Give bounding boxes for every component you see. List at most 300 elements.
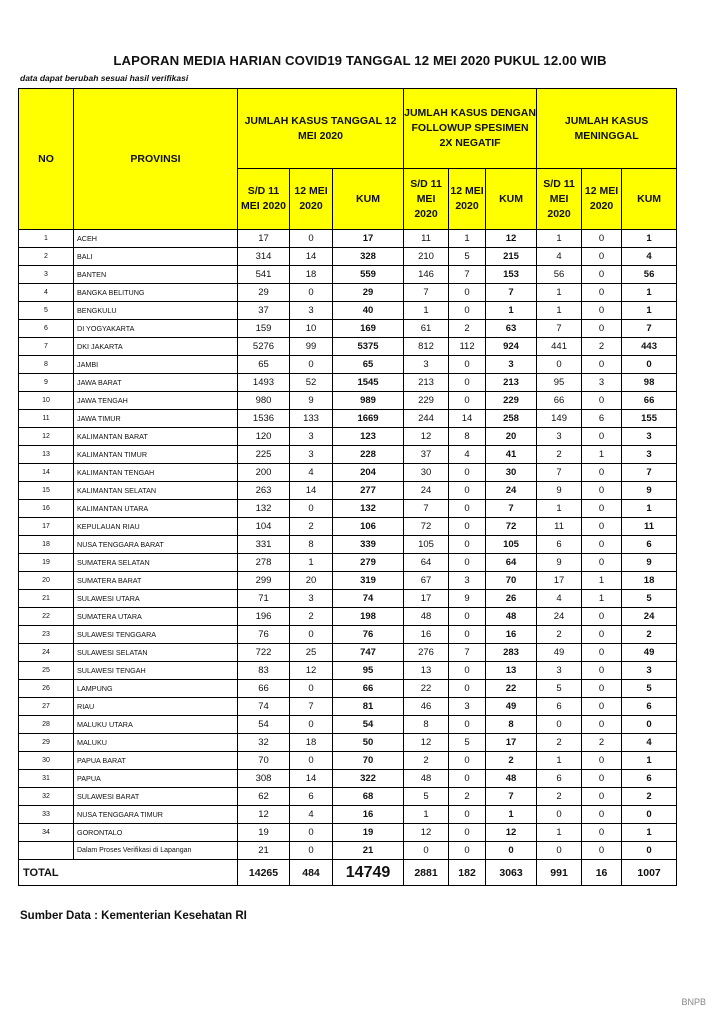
value-cell: 83 [238,662,290,680]
value-cell: 3 [290,428,333,446]
value-cell: 328 [333,248,404,266]
value-cell: 13 [486,662,537,680]
value-cell: 3 [449,572,486,590]
table-row [19,428,677,446]
value-cell: 16 [486,626,537,644]
total-row [19,860,677,886]
header-kasus-meninggal: JUMLAH KASUS MENINGGAL [537,89,677,169]
value-cell: 276 [404,644,449,662]
value-cell: 0 [582,824,622,842]
value-cell: 54 [238,716,290,734]
value-cell: 0 [622,356,677,374]
value-cell: 258 [486,410,537,428]
value-cell: 0 [449,302,486,320]
province-name: BANGKA BELITUNG [74,284,238,302]
province-name: SULAWESI TENGGARA [74,626,238,644]
value-cell: 6 [622,698,677,716]
value-cell: 10 [290,320,333,338]
value-cell: 12 [404,824,449,842]
value-cell: 0 [537,356,582,374]
value-cell: 1545 [333,374,404,392]
table-body [19,230,677,886]
value-cell: 0 [486,842,537,860]
value-cell: 5 [404,788,449,806]
value-cell: 299 [238,572,290,590]
value-cell: 0 [290,842,333,860]
row-number: 11 [19,410,74,428]
total-value: 14749 [333,860,404,886]
province-name: JAMBI [74,356,238,374]
row-number [19,842,74,860]
value-cell: 0 [449,806,486,824]
province-name: BANTEN [74,266,238,284]
value-cell: 541 [238,266,290,284]
value-cell: 1 [449,230,486,248]
value-cell: 322 [333,770,404,788]
value-cell: 443 [622,338,677,356]
value-cell: 0 [537,806,582,824]
value-cell: 989 [333,392,404,410]
header-kasus-harian: JUMLAH KASUS TANGGAL 12 MEI 2020 [238,89,404,169]
total-value: 1007 [622,860,677,886]
watermark: BNPB [681,997,706,1007]
value-cell: 0 [537,716,582,734]
row-number: 15 [19,482,74,500]
value-cell: 132 [238,500,290,518]
value-cell: 25 [290,644,333,662]
value-cell: 6 [537,536,582,554]
value-cell: 0 [449,680,486,698]
value-cell: 277 [333,482,404,500]
subheader-sd: S/D 11 MEI 2020 [537,169,582,230]
value-cell: 7 [486,284,537,302]
value-cell: 12 [238,806,290,824]
value-cell: 1 [622,824,677,842]
value-cell: 22 [486,680,537,698]
value-cell: 29 [333,284,404,302]
value-cell: 1 [537,500,582,518]
value-cell: 7 [404,500,449,518]
row-number: 3 [19,266,74,284]
value-cell: 0 [582,464,622,482]
row-number: 29 [19,734,74,752]
value-cell: 1 [404,302,449,320]
value-cell: 7 [404,284,449,302]
value-cell: 2 [537,446,582,464]
value-cell: 2 [622,788,677,806]
value-cell: 0 [449,374,486,392]
table-row [19,572,677,590]
value-cell: 0 [449,626,486,644]
value-cell: 5 [622,680,677,698]
value-cell: 7 [290,698,333,716]
row-number: 17 [19,518,74,536]
row-number: 1 [19,230,74,248]
value-cell: 66 [333,680,404,698]
value-cell: 2 [537,788,582,806]
value-cell: 0 [449,482,486,500]
value-cell: 132 [333,500,404,518]
value-cell: 7 [486,500,537,518]
value-cell: 26 [486,590,537,608]
value-cell: 24 [486,482,537,500]
value-cell: 0 [622,806,677,824]
province-name: SUMATERA BARAT [74,572,238,590]
row-number: 21 [19,590,74,608]
province-name: NUSA TENGGARA TIMUR [74,806,238,824]
value-cell: 263 [238,482,290,500]
covid-report-table [18,88,677,886]
value-cell: 98 [622,374,677,392]
value-cell: 812 [404,338,449,356]
table-row [19,806,677,824]
value-cell: 5 [449,734,486,752]
value-cell: 229 [486,392,537,410]
value-cell: 65 [333,356,404,374]
value-cell: 4 [290,464,333,482]
value-cell: 49 [622,644,677,662]
value-cell: 229 [404,392,449,410]
row-number: 23 [19,626,74,644]
province-name: NUSA TENGGARA BARAT [74,536,238,554]
subheader-sd: S/D 11 MEI 2020 [404,169,449,230]
value-cell: 3 [290,590,333,608]
value-cell: 0 [582,626,622,644]
value-cell: 1 [290,554,333,572]
value-cell: 48 [486,608,537,626]
value-cell: 22 [404,680,449,698]
value-cell: 62 [238,788,290,806]
value-cell: 24 [404,482,449,500]
value-cell: 12 [486,230,537,248]
value-cell: 0 [582,554,622,572]
table-row [19,770,677,788]
value-cell: 3 [404,356,449,374]
row-number: 27 [19,698,74,716]
value-cell: 0 [582,716,622,734]
value-cell: 4 [622,734,677,752]
value-cell: 133 [290,410,333,428]
value-cell: 46 [404,698,449,716]
value-cell: 0 [290,356,333,374]
value-cell: 24 [622,608,677,626]
province-name: JAWA TENGAH [74,392,238,410]
value-cell: 7 [622,320,677,338]
value-cell: 2 [582,338,622,356]
value-cell: 2 [537,626,582,644]
value-cell: 74 [333,590,404,608]
value-cell: 71 [238,590,290,608]
table-row [19,752,677,770]
report-subtitle: data dapat berubah sesuai hasil verifikasi [20,73,189,83]
value-cell: 146 [404,266,449,284]
province-name: SUMATERA UTARA [74,608,238,626]
value-cell: 283 [486,644,537,662]
value-cell: 213 [404,374,449,392]
province-name: KALIMANTAN UTARA [74,500,238,518]
value-cell: 66 [238,680,290,698]
value-cell: 65 [238,356,290,374]
value-cell: 0 [290,626,333,644]
value-cell: 81 [333,698,404,716]
total-label: TOTAL [19,860,238,886]
value-cell: 37 [238,302,290,320]
value-cell: 9 [449,590,486,608]
value-cell: 2 [622,626,677,644]
row-number: 32 [19,788,74,806]
value-cell: 54 [333,716,404,734]
subheader-12: 12 MEI 2020 [582,169,622,230]
value-cell: 0 [582,518,622,536]
value-cell: 49 [486,698,537,716]
value-cell: 21 [238,842,290,860]
table-row [19,230,677,248]
value-cell: 18 [622,572,677,590]
value-cell: 228 [333,446,404,464]
value-cell: 40 [333,302,404,320]
table-row [19,266,677,284]
value-cell: 76 [238,626,290,644]
value-cell: 0 [290,716,333,734]
value-cell: 41 [486,446,537,464]
value-cell: 16 [404,626,449,644]
table-row [19,338,677,356]
value-cell: 6 [622,770,677,788]
row-number: 6 [19,320,74,338]
value-cell: 9 [290,392,333,410]
value-cell: 1493 [238,374,290,392]
header-kasus-sembuh: JUMLAH KASUS DENGAN FOLLOWUP SPESIMEN 2X NEGATIF [404,89,537,169]
value-cell: 4 [537,248,582,266]
value-cell: 747 [333,644,404,662]
value-cell: 314 [238,248,290,266]
value-cell: 1 [622,284,677,302]
value-cell: 0 [290,680,333,698]
value-cell: 18 [290,734,333,752]
value-cell: 0 [449,752,486,770]
row-number: 12 [19,428,74,446]
value-cell: 279 [333,554,404,572]
total-value: 484 [290,860,333,886]
value-cell: 0 [582,698,622,716]
table-row [19,698,677,716]
value-cell: 20 [486,428,537,446]
total-value: 14265 [238,860,290,886]
value-cell: 3 [582,374,622,392]
row-number: 31 [19,770,74,788]
value-cell: 0 [582,752,622,770]
value-cell: 49 [537,644,582,662]
value-cell: 3 [622,662,677,680]
row-number: 5 [19,302,74,320]
value-cell: 7 [449,644,486,662]
value-cell: 722 [238,644,290,662]
value-cell: 17 [537,572,582,590]
value-cell: 0 [582,788,622,806]
value-cell: 8 [486,716,537,734]
value-cell: 7 [537,320,582,338]
total-value: 182 [449,860,486,886]
value-cell: 0 [290,500,333,518]
value-cell: 244 [404,410,449,428]
province-name: KEPULAUAN RIAU [74,518,238,536]
value-cell: 198 [333,608,404,626]
value-cell: 0 [449,392,486,410]
value-cell: 1 [622,230,677,248]
value-cell: 0 [449,464,486,482]
province-name: MALUKU [74,734,238,752]
value-cell: 72 [486,518,537,536]
value-cell: 106 [333,518,404,536]
value-cell: 0 [449,842,486,860]
value-cell: 0 [582,842,622,860]
row-number: 34 [19,824,74,842]
value-cell: 0 [449,770,486,788]
value-cell: 149 [537,410,582,428]
value-cell: 14 [290,248,333,266]
value-cell: 980 [238,392,290,410]
value-cell: 17 [404,590,449,608]
value-cell: 0 [449,536,486,554]
value-cell: 441 [537,338,582,356]
table-row [19,788,677,806]
table-row [19,734,677,752]
value-cell: 74 [238,698,290,716]
row-number: 2 [19,248,74,266]
value-cell: 7 [449,266,486,284]
value-cell: 0 [449,824,486,842]
value-cell: 1 [582,446,622,464]
value-cell: 5 [622,590,677,608]
province-name: SULAWESI TENGAH [74,662,238,680]
table-row [19,716,677,734]
value-cell: 32 [238,734,290,752]
table-row [19,374,677,392]
province-name: KALIMANTAN TENGAH [74,464,238,482]
value-cell: 5 [449,248,486,266]
value-cell: 0 [404,842,449,860]
value-cell: 339 [333,536,404,554]
province-name: JAWA TIMUR [74,410,238,428]
value-cell: 153 [486,266,537,284]
value-cell: 1 [537,752,582,770]
table-row [19,626,677,644]
value-cell: 5276 [238,338,290,356]
province-name: BENGKULU [74,302,238,320]
subheader-kum: KUM [486,169,537,230]
province-name: LAMPUNG [74,680,238,698]
province-name: SUMATERA SELATAN [74,554,238,572]
table-row [19,554,677,572]
value-cell: 70 [333,752,404,770]
table-row [19,824,677,842]
value-cell: 1 [622,752,677,770]
row-number: 30 [19,752,74,770]
value-cell: 210 [404,248,449,266]
value-cell: 8 [404,716,449,734]
value-cell: 9 [622,482,677,500]
value-cell: 3 [622,446,677,464]
value-cell: 200 [238,464,290,482]
value-cell: 14 [449,410,486,428]
value-cell: 66 [622,392,677,410]
table-row [19,608,677,626]
value-cell: 196 [238,608,290,626]
province-name: DI YOGYAKARTA [74,320,238,338]
province-name: MALUKU UTARA [74,716,238,734]
row-number: 26 [19,680,74,698]
value-cell: 2 [582,734,622,752]
value-cell: 123 [333,428,404,446]
value-cell: 105 [486,536,537,554]
value-cell: 95 [333,662,404,680]
province-name: Dalam Proses Verifikasi di Lapangan [74,842,238,860]
value-cell: 99 [290,338,333,356]
value-cell: 559 [333,266,404,284]
value-cell: 0 [290,824,333,842]
value-cell: 8 [290,536,333,554]
table-row [19,284,677,302]
province-name: SULAWESI SELATAN [74,644,238,662]
value-cell: 0 [290,752,333,770]
value-cell: 17 [486,734,537,752]
value-cell: 17 [333,230,404,248]
value-cell: 1536 [238,410,290,428]
subheader-kum: KUM [622,169,677,230]
row-number: 10 [19,392,74,410]
province-name: KALIMANTAN SELATAN [74,482,238,500]
value-cell: 3 [290,446,333,464]
value-cell: 12 [486,824,537,842]
value-cell: 52 [290,374,333,392]
province-name: JAWA BARAT [74,374,238,392]
value-cell: 0 [582,320,622,338]
total-value: 16 [582,860,622,886]
value-cell: 0 [290,230,333,248]
value-cell: 14 [290,482,333,500]
value-cell: 70 [238,752,290,770]
value-cell: 5375 [333,338,404,356]
value-cell: 169 [333,320,404,338]
province-name: GORONTALO [74,824,238,842]
row-number: 14 [19,464,74,482]
table-row [19,446,677,464]
value-cell: 3 [537,662,582,680]
value-cell: 16 [333,806,404,824]
header-provinsi: PROVINSI [74,89,238,230]
row-number: 8 [19,356,74,374]
table-row [19,590,677,608]
report-title: LAPORAN MEDIA HARIAN COVID19 TANGGAL 12 MEI 2020 PUKUL 12.00 WIB [113,53,607,68]
value-cell: 19 [238,824,290,842]
province-name: PAPUA [74,770,238,788]
subheader-12: 12 MEI 2020 [449,169,486,230]
value-cell: 20 [290,572,333,590]
value-cell: 72 [404,518,449,536]
value-cell: 0 [622,842,677,860]
value-cell: 2 [486,752,537,770]
value-cell: 0 [582,248,622,266]
value-cell: 12 [290,662,333,680]
table-row [19,464,677,482]
value-cell: 3 [449,698,486,716]
value-cell: 14 [290,770,333,788]
value-cell: 2 [404,752,449,770]
total-value: 991 [537,860,582,886]
province-name: SULAWESI UTARA [74,590,238,608]
value-cell: 63 [486,320,537,338]
value-cell: 0 [582,536,622,554]
